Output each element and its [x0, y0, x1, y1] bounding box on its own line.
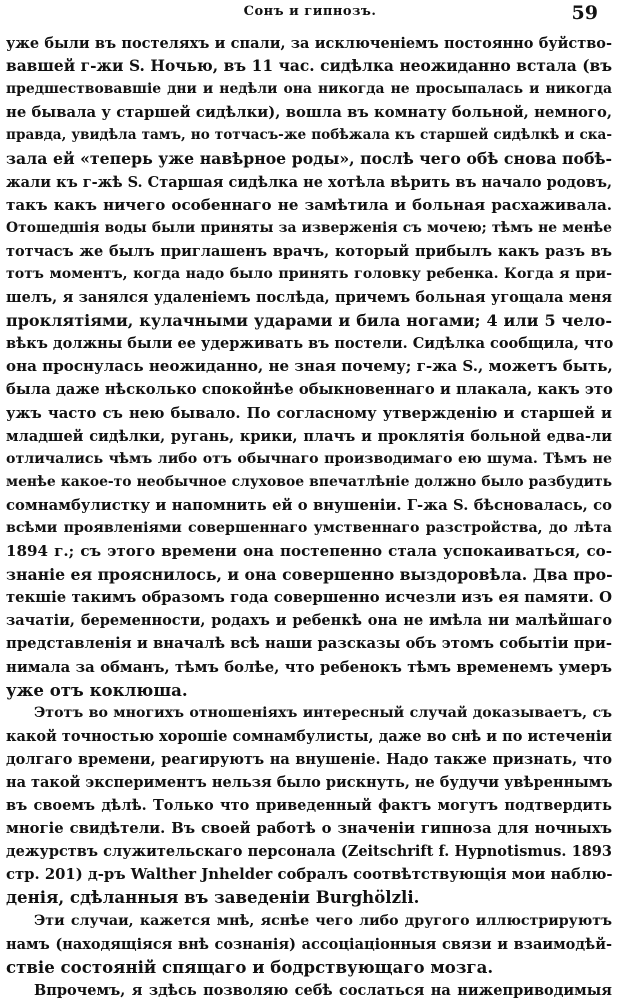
text-line: текшіе такимъ образомъ года совершенно исчезли изъ ея памяти. О [6, 589, 612, 607]
text-line: Этотъ во многихъ отношеніяхъ интересный случай доказываетъ, съ [34, 704, 612, 721]
running-title: Сонъ и гипнозъ. [243, 4, 377, 19]
text-line: Впрочемъ, я здѣсь позволяю себѣ сослаться на нижеприводимыя [34, 981, 612, 999]
text-line: сомнамбулистку и напомнить ей о внушеніи. Г-жа S. бѣсновалась, со [6, 496, 612, 514]
text-line: уже были въ постеляхъ и спали, за исключеніемъ постоянно буйство- [6, 35, 612, 52]
text-line: стр. 201) д-ръ Walther Jnhelder собралъ соотвѣтствующія мои наблю- [6, 866, 613, 884]
text-line: представленія и вначалѣ всѣ наши разсказы объ этомъ событіи при- [6, 635, 612, 653]
text-line: дежурствъ служительскаго персонала (Zeitschrift f. Hypnotismus. 1893 [6, 843, 612, 861]
text-line: отличались чѣмъ либо отъ обычнаго производимаго ею шума. Тѣмъ не [6, 450, 612, 467]
text-line: уже отъ коклюша. [6, 679, 188, 700]
text-line: вѣкъ должны были ее удерживать въ постели. Сидѣлка сообщила, что [6, 335, 614, 353]
text-line: знаніе ея прояснилось, и она совершенно выздоровѣла. Два про- [6, 565, 613, 585]
text-line: 1894 г.; съ этого времени она постепенно стала успокаиваться, со- [6, 542, 612, 561]
text-line: тотчасъ же былъ приглашенъ врачъ, который прибылъ какъ разъ въ [6, 242, 612, 260]
text-line: долгаго времени, реагируютъ на внушеніе. Надо также признать, что [6, 750, 612, 768]
text-line: она проснулась неожиданно, не зная почему; г-жа S., можетъ быть, [6, 357, 613, 376]
text-line: Отошедшія воды были приняты за изверженія съ мочею; тѣмъ не менѣе [6, 219, 612, 236]
text-line: предшествовавшіе дни и недѣли она никогда не просыпалась и никогда [6, 81, 612, 98]
page-header [0, 2, 620, 28]
text-line: не бывала у старшей сидѣлки), вошла въ комнату больной, немного, [6, 104, 612, 122]
text-line: намъ (находящіяся внѣ сознанія) ассоціаціонныя связи и взаимодѣй- [6, 935, 612, 953]
text-line: шелъ, я занялся удаленіемъ послѣда, причемъ больная угощала меня [6, 289, 612, 307]
text-line: ужъ часто съ нею бывало. По согласному утвержденію и старшей и [6, 404, 612, 422]
page-number: 59 [571, 2, 598, 24]
text-line: въ своемъ дѣлѣ. Только что приведенный фактъ могутъ подтвердить [6, 797, 612, 815]
text-line: Эти случаи, кажется мнѣ, яснѣе чего либо другого иллюстрируютъ [34, 912, 612, 929]
text-line: зачатіи, беременности, родахъ и ребенкѣ она не имѣла ни малѣйшаго [6, 612, 612, 630]
text-line: ствіе состояній спящаго и бодрствующаго мозга. [6, 956, 494, 977]
text-line: жали къ г-жѣ S. Старшая сидѣлка не хотѣла вѣрить въ начало родовъ, [6, 173, 612, 191]
text-line: какой точностью хорошіе сомнамбулисты, даже во снѣ и по истеченіи [6, 727, 612, 745]
text-line: была даже нѣсколько спокойнѣе обыкновеннаго и плакала, какъ это [6, 381, 613, 399]
text-line: тотъ моментъ, когда надо было принять головку ребенка. Когда я при- [6, 265, 612, 282]
body-text [6, 32, 612, 1002]
text-line: всѣми проявленіями совершеннаго умственнаго разстройства, до лѣта [6, 519, 612, 536]
text-line: зала ей «теперь уже навѣрное роды», послѣ чего обѣ снова побѣ- [6, 149, 612, 169]
text-line: нимала за обманъ, тѣмъ болѣе, что ребенокъ тѣмъ временемъ умеръ [6, 658, 612, 676]
text-line: вавшей г-жи S. Ночью, въ 11 час. сидѣлка неожиданно встала (въ [6, 57, 612, 76]
text-line: такъ какъ ничего особеннаго не замѣтила и больная расхаживала. [6, 195, 612, 214]
text-line: проклятіями, кулачными ударами и била ногами; 4 или 5 чело- [6, 311, 612, 331]
text-line: на такой экспериментъ нельзя было рискнуть, не будучи увѣреннымъ [6, 774, 613, 791]
text-line: младшей сидѣлки, ругань, крики, плачъ и проклятія больной едва-ли [6, 427, 612, 445]
text-line: правда, увидѣла тамъ, но тотчасъ-же побѣжала къ старшей сидѣлкѣ и ска- [6, 127, 612, 144]
text-line: денія, сдѣланныя въ заведеніи Burghölzli. [6, 887, 420, 908]
text-line: многіе свидѣтели. Въ своей работѣ о значеніи гипноза для ночныхъ [6, 820, 612, 838]
text-line: менѣе какое-то необычное слуховое впечатлѣніе должно было разбудить [6, 473, 612, 490]
